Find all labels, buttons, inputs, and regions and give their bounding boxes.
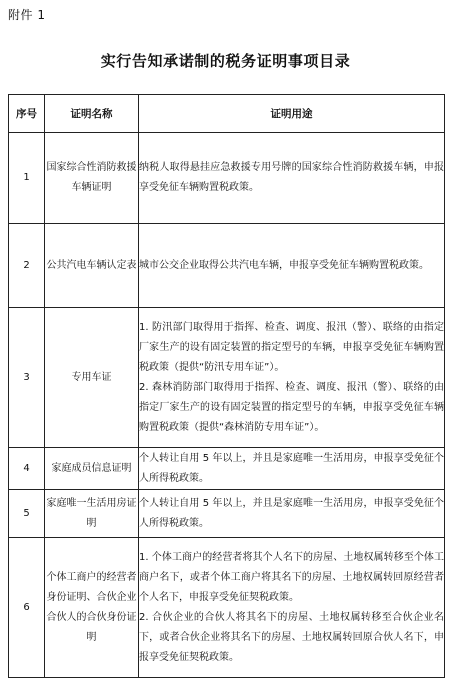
header-name: 证明名称 [45,95,139,133]
certificate-name: 专用车证 [45,308,139,448]
certificate-name: 个体工商户的经营者身份证明、合伙企业合伙人的合伙身份证明 [45,538,139,678]
header-no: 序号 [9,95,45,133]
purpose-text: 个人转让自用 5 年以上，并且是家庭唯一生活用房，申报享受免征个人所得税政策。 [139,452,444,484]
table-header-row [9,95,445,133]
purpose-text: 2. 森林消防部门取得用于指挥、检查、调度、报汛（警）、联络的由指定厂家生产的设有固定装置的指定型号的车辆，申报享受免征车辆购置税政策（提供“森林消防专用车证”）。 [139,381,444,433]
header-purpose: 证明用途 [139,95,445,133]
table-row [9,133,445,224]
certificate-purpose [139,538,445,678]
row-number: 3 [9,308,45,448]
certificate-table [8,94,445,678]
table-row [9,538,445,678]
certificate-name: 国家综合性消防救援车辆证明 [45,133,139,224]
certificate-purpose [139,224,445,308]
certificate-purpose [139,490,445,538]
table-row [9,490,445,538]
certificate-purpose [139,308,445,448]
certificate-purpose [139,448,445,490]
certificate-name: 家庭成员信息证明 [45,448,139,490]
table-row [9,224,445,308]
purpose-text: 1. 防汛部门取得用于指挥、检查、调度、报汛（警）、联络的由指定厂家生产的设有固定装置的指定型号的车辆，申报享受免征车辆购置税政策（提供“防汛专用车证”）。 [139,321,444,373]
table-row [9,448,445,490]
row-number: 2 [9,224,45,308]
document-title: 实行告知承诺制的税务证明事项目录 [100,52,351,70]
purpose-text: 城市公交企业取得公共汽电车辆，申报享受免征车辆购置税政策。 [139,259,429,271]
row-number: 5 [9,490,45,538]
row-number: 6 [9,538,45,678]
attachment-label: 附件 1 [8,8,46,22]
certificate-name: 家庭唯一生活用房证明 [45,490,139,538]
certificate-purpose [139,133,445,224]
purpose-text: 2. 合伙企业的合伙人将其名下的房屋、土地权属转移至合伙企业名下，或者合伙企业将其名下的房屋、土地权属转回原合伙人名下，申报享受免征契税政策。 [139,611,444,663]
purpose-text: 纳税人取得悬挂应急救援专用号牌的国家综合性消防救援车辆，申报享受免征车辆购置税政策。 [139,162,444,193]
purpose-text: 个人转让自用 5 年以上，并且是家庭唯一生活用房，申报享受免征个人所得税政策。 [139,497,444,529]
row-number: 1 [9,133,45,224]
row-number: 4 [9,448,45,490]
purpose-text: 1. 个体工商户的经营者将其个人名下的房屋、土地权属转移至个体工商户名下，或者个体工商户将其名下的房屋、土地权属转回原经营者个人名下，申报享受免征契税政策。 [139,551,444,603]
table-row [9,308,445,448]
certificate-name: 公共汽电车辆认定表 [45,224,139,308]
